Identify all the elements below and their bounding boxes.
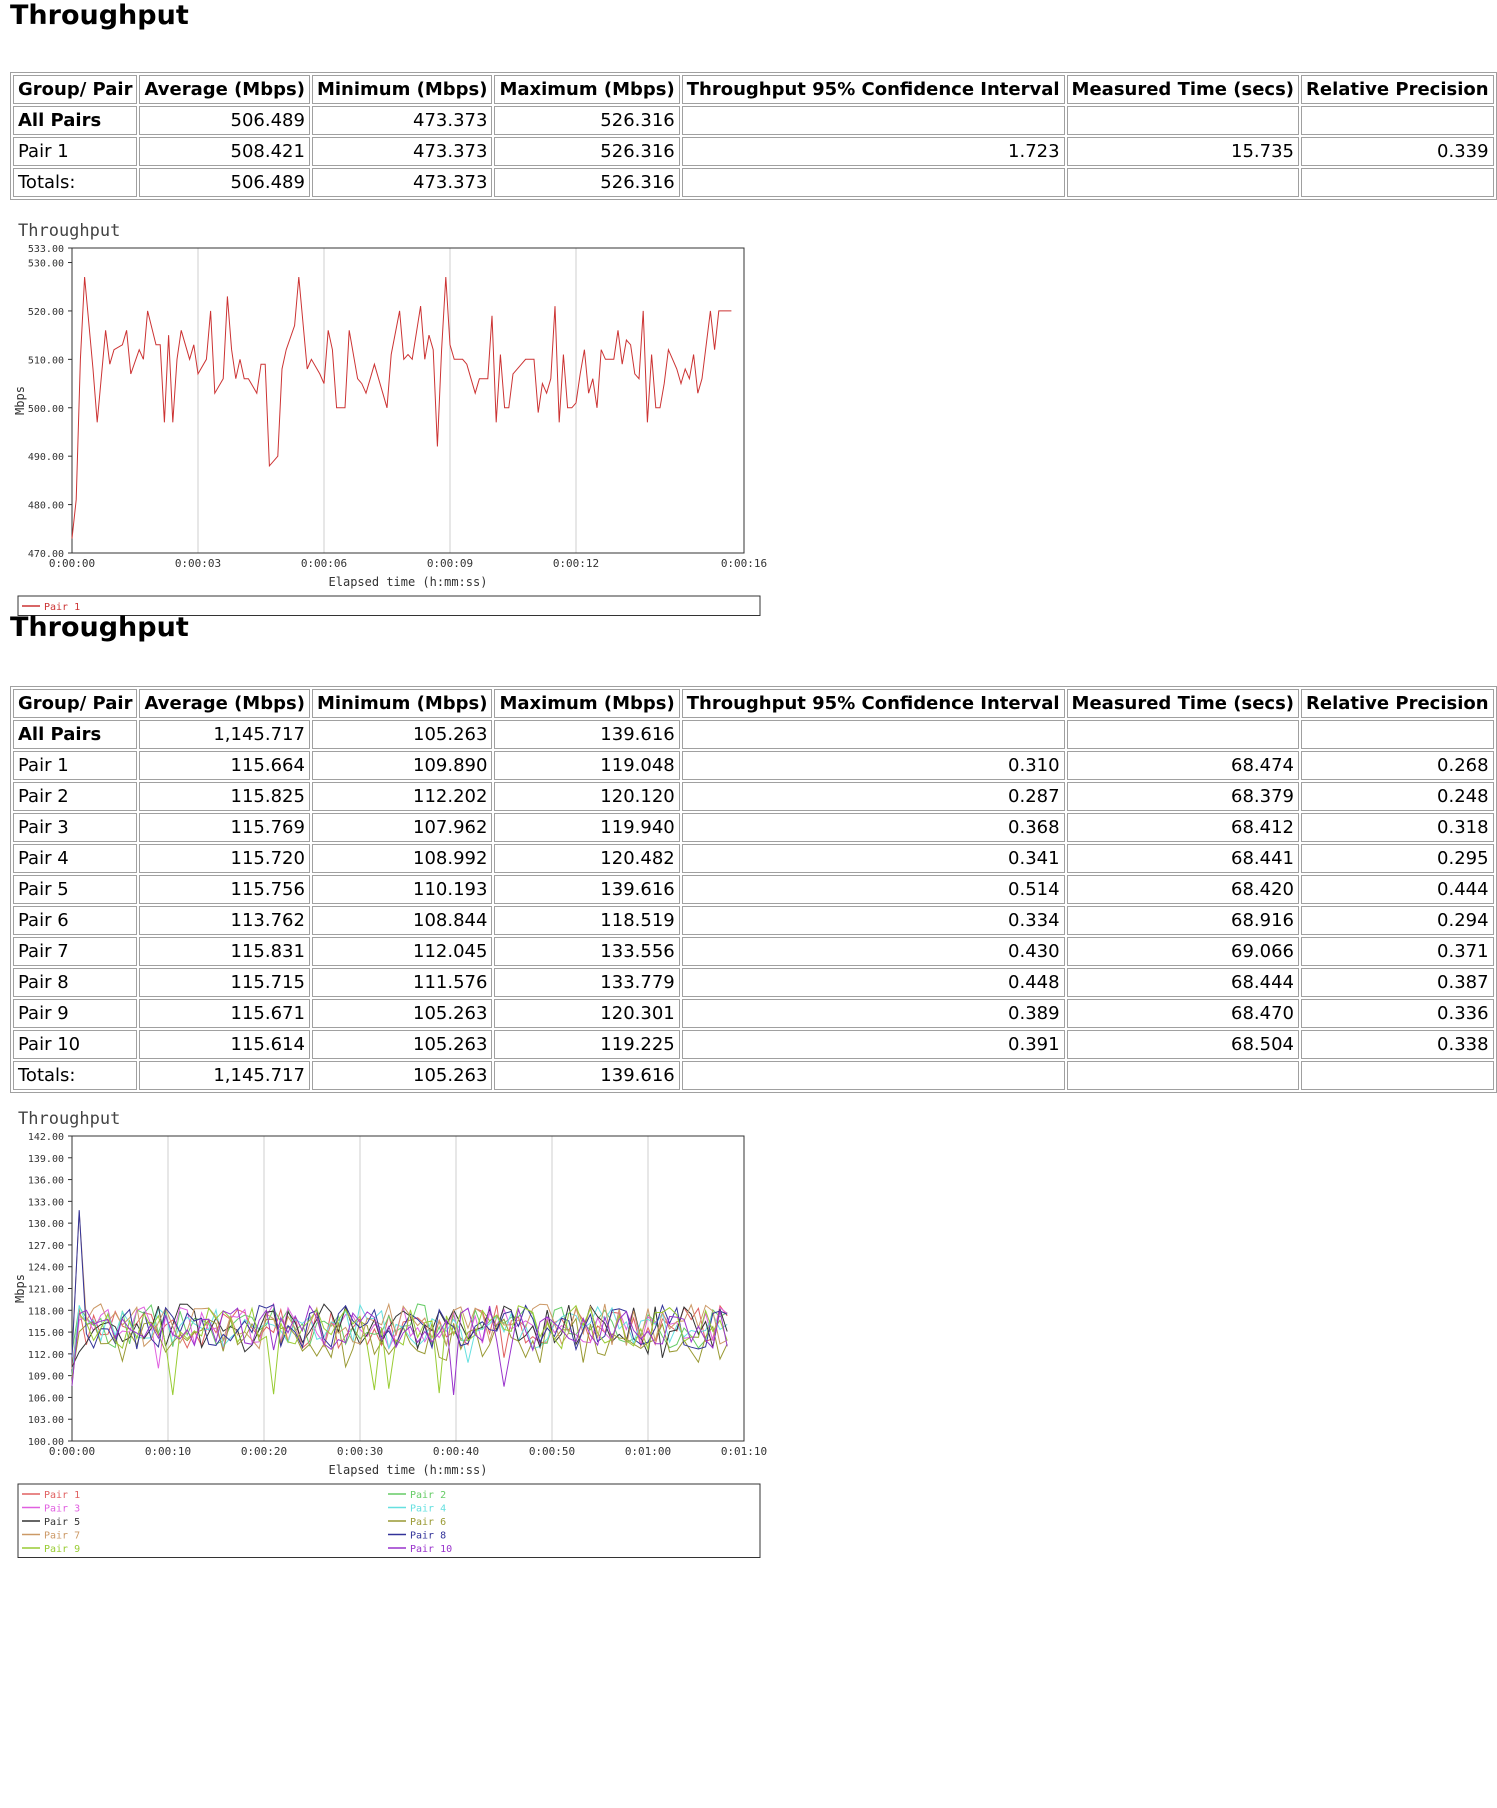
legend-label: Pair 10: [410, 1544, 453, 1555]
table-row: [13, 937, 1494, 966]
x-tick-label: 0:00:06: [300, 557, 348, 570]
table-cell: 0.310: [682, 751, 1065, 780]
table-cell: 0.430: [682, 937, 1065, 966]
table-cell: All Pairs: [13, 720, 137, 749]
table-cell: Pair 9: [13, 999, 137, 1028]
column-header: Minimum (Mbps): [312, 689, 493, 718]
series-line-pair-3: [72, 1304, 727, 1383]
column-header: Measured Time (secs): [1067, 75, 1299, 104]
plot-frame: [72, 248, 744, 553]
table-row: [13, 137, 1494, 166]
x-tick-label: 0:00:12: [552, 557, 600, 570]
table-cell: [1067, 168, 1299, 197]
table-cell: 107.962: [312, 813, 493, 842]
table-cell: 119.940: [494, 813, 679, 842]
table-cell: 68.444: [1067, 968, 1299, 997]
table-cell: [682, 720, 1065, 749]
table-cell: [682, 106, 1065, 135]
legend-label: Pair 7: [44, 1530, 81, 1542]
legend-label: Pair 2: [410, 1490, 447, 1501]
table-cell: 526.316: [494, 168, 679, 197]
table-cell: [1301, 168, 1494, 197]
y-tick-label: 130.00: [27, 1219, 64, 1231]
table-cell: Pair 8: [13, 968, 137, 997]
x-tick-label: 0:00:30: [336, 1445, 384, 1458]
table-row: [13, 782, 1494, 811]
chart-title: Throughput: [18, 1109, 121, 1129]
table-cell: 473.373: [312, 168, 493, 197]
table-cell: 0.444: [1301, 875, 1494, 904]
column-header: Relative Precision: [1301, 689, 1494, 718]
table-cell: 506.489: [139, 106, 309, 135]
table-cell: 526.316: [494, 106, 679, 135]
column-header: Group/ Pair: [13, 75, 137, 104]
table-cell: 120.482: [494, 844, 679, 873]
column-header: Relative Precision: [1301, 75, 1494, 104]
table-cell: 68.420: [1067, 875, 1299, 904]
table-cell: 69.066: [1067, 937, 1299, 966]
table-cell: 115.825: [139, 782, 309, 811]
table-cell: 0.371: [1301, 937, 1494, 966]
table-cell: [682, 168, 1065, 197]
chart-title: Throughput: [18, 221, 121, 241]
table-cell: 68.474: [1067, 751, 1299, 780]
table-row: [13, 844, 1494, 873]
x-tick-label: 0:00:00: [48, 557, 96, 570]
table-cell: 0.287: [682, 782, 1065, 811]
table-cell: 119.048: [494, 751, 679, 780]
table-row: [13, 813, 1494, 842]
y-tick-label: 470.00: [27, 549, 64, 560]
section-title-1: Throughput: [10, 0, 189, 31]
table-cell: 0.336: [1301, 999, 1494, 1028]
y-tick-label: 124.00: [27, 1262, 64, 1274]
table-cell: 0.387: [1301, 968, 1494, 997]
x-tick-label: 0:00:09: [426, 557, 474, 570]
table-cell: 0.391: [682, 1030, 1065, 1059]
y-axis-label: Mbps: [13, 386, 27, 415]
table-cell: 0.295: [1301, 844, 1494, 873]
y-tick-label: 127.00: [27, 1240, 64, 1252]
throughput-chart-2: [10, 1106, 770, 1566]
table-cell: 115.715: [139, 968, 309, 997]
table-cell: 105.263: [312, 1061, 493, 1090]
throughput-table-2: [10, 686, 1497, 1093]
table-cell: 506.489: [139, 168, 309, 197]
table-cell: 111.576: [312, 968, 493, 997]
x-tick-label: 0:00:10: [144, 1445, 192, 1458]
series-line-pair-1: [72, 277, 731, 539]
table-cell: Pair 3: [13, 813, 137, 842]
table-cell: [682, 1061, 1065, 1090]
table-cell: [1067, 1061, 1299, 1090]
plot-frame: [72, 1136, 744, 1441]
table-cell: 68.470: [1067, 999, 1299, 1028]
y-tick-label: 112.00: [27, 1349, 64, 1361]
x-tick-label: 0:01:10: [720, 1445, 768, 1458]
column-header: Measured Time (secs): [1067, 689, 1299, 718]
y-tick-label: 510.00: [27, 355, 64, 367]
table-cell: All Pairs: [13, 106, 137, 135]
table-cell: 0.318: [1301, 813, 1494, 842]
table-cell: 0.268: [1301, 751, 1494, 780]
y-tick-label: 109.00: [27, 1371, 64, 1383]
table-cell: 105.263: [312, 1030, 493, 1059]
column-header: Average (Mbps): [139, 75, 309, 104]
table-cell: 115.720: [139, 844, 309, 873]
y-tick-label: 100.00: [27, 1437, 64, 1448]
table-cell: 526.316: [494, 137, 679, 166]
x-axis-label: Elapsed time (h:mm:ss): [328, 575, 488, 589]
table-cell: [1067, 720, 1299, 749]
x-tick-label: 0:00:20: [240, 1445, 288, 1458]
y-tick-label: 103.00: [27, 1415, 64, 1427]
table-cell: 133.779: [494, 968, 679, 997]
table-cell: 113.762: [139, 906, 309, 935]
table-row: [13, 720, 1494, 749]
table-cell: 68.916: [1067, 906, 1299, 935]
table-cell: 508.421: [139, 137, 309, 166]
table-cell: [1067, 106, 1299, 135]
throughput-table-1: [10, 72, 1497, 200]
y-tick-label: 133.00: [27, 1197, 64, 1209]
table-cell: 115.831: [139, 937, 309, 966]
table-row: [13, 906, 1494, 935]
y-tick-label: 139.00: [27, 1153, 64, 1165]
x-tick-label: 0:00:50: [528, 1445, 576, 1458]
y-tick-label: 490.00: [27, 452, 64, 464]
legend-label: Pair 8: [410, 1530, 447, 1542]
table-cell: 119.225: [494, 1030, 679, 1059]
table-cell: 0.248: [1301, 782, 1494, 811]
table-cell: 0.341: [682, 844, 1065, 873]
legend-label: Pair 5: [44, 1517, 81, 1528]
table-cell: Pair 5: [13, 875, 137, 904]
table-cell: 1,145.717: [139, 1061, 309, 1090]
legend-label: Pair 6: [410, 1517, 447, 1528]
x-tick-label: 0:01:00: [624, 1445, 672, 1458]
y-tick-label: 530.00: [27, 258, 64, 270]
table-row: [13, 968, 1494, 997]
legend-label: Pair 1: [44, 602, 81, 613]
table-cell: 109.890: [312, 751, 493, 780]
y-tick-label: 142.00: [27, 1132, 64, 1143]
y-tick-label: 118.00: [27, 1306, 64, 1318]
table-cell: 0.514: [682, 875, 1065, 904]
y-tick-label: 121.00: [27, 1284, 64, 1296]
table-cell: Totals:: [13, 1061, 137, 1090]
table-header-row: [13, 689, 1494, 718]
column-header: Group/ Pair: [13, 689, 137, 718]
x-tick-label: 0:00:40: [432, 1445, 480, 1458]
table-cell: [1301, 106, 1494, 135]
table-row: [13, 106, 1494, 135]
column-header: Average (Mbps): [139, 689, 309, 718]
table-cell: 473.373: [312, 106, 493, 135]
y-tick-label: 136.00: [27, 1175, 64, 1187]
legend-label: Pair 9: [44, 1544, 81, 1555]
table-row: [13, 875, 1494, 904]
table-cell: 120.301: [494, 999, 679, 1028]
table-cell: 68.379: [1067, 782, 1299, 811]
section-title-2: Throughput: [10, 612, 189, 643]
legend-label: Pair 4: [410, 1503, 447, 1515]
column-header: Throughput 95% Confidence Interval: [682, 75, 1065, 104]
table-cell: Pair 7: [13, 937, 137, 966]
table-cell: 120.120: [494, 782, 679, 811]
x-tick-label: 0:00:03: [174, 557, 222, 570]
table-cell: 115.756: [139, 875, 309, 904]
table-header-row: [13, 75, 1494, 104]
table-row: [13, 1030, 1494, 1059]
table-cell: 139.616: [494, 875, 679, 904]
table-row: [13, 168, 1494, 197]
table-cell: Pair 6: [13, 906, 137, 935]
table-cell: 108.844: [312, 906, 493, 935]
table-cell: 115.769: [139, 813, 309, 842]
column-header: Maximum (Mbps): [494, 75, 679, 104]
table-cell: 139.616: [494, 1061, 679, 1090]
table-cell: 0.338: [1301, 1030, 1494, 1059]
table-cell: 1,145.717: [139, 720, 309, 749]
throughput-chart-1: [10, 218, 770, 613]
table-cell: 115.671: [139, 999, 309, 1028]
table-cell: 0.334: [682, 906, 1065, 935]
column-header: Minimum (Mbps): [312, 75, 493, 104]
table-cell: 68.441: [1067, 844, 1299, 873]
y-tick-label: 480.00: [27, 500, 64, 512]
table-cell: 105.263: [312, 720, 493, 749]
y-tick-label: 533.00: [27, 244, 64, 255]
table-row: [13, 1061, 1494, 1090]
y-axis-label: Mbps: [13, 1274, 27, 1303]
table-cell: 112.045: [312, 937, 493, 966]
table-cell: 0.339: [1301, 137, 1494, 166]
table-cell: Pair 1: [13, 137, 137, 166]
y-tick-label: 115.00: [27, 1328, 64, 1340]
table-cell: 118.519: [494, 906, 679, 935]
table-cell: 115.614: [139, 1030, 309, 1059]
table-cell: Pair 1: [13, 751, 137, 780]
table-cell: 15.735: [1067, 137, 1299, 166]
table-row: [13, 751, 1494, 780]
y-tick-label: 500.00: [27, 403, 64, 415]
column-header: Maximum (Mbps): [494, 689, 679, 718]
column-header: Throughput 95% Confidence Interval: [682, 689, 1065, 718]
table-cell: Pair 4: [13, 844, 137, 873]
table-cell: 112.202: [312, 782, 493, 811]
legend-label: Pair 1: [44, 1490, 81, 1501]
table-row: [13, 999, 1494, 1028]
table-cell: 473.373: [312, 137, 493, 166]
table-cell: 110.193: [312, 875, 493, 904]
y-tick-label: 520.00: [27, 306, 64, 318]
table-cell: 133.556: [494, 937, 679, 966]
table-cell: Totals:: [13, 168, 137, 197]
legend-label: Pair 3: [44, 1503, 81, 1515]
x-axis-label: Elapsed time (h:mm:ss): [328, 1463, 488, 1477]
table-cell: 115.664: [139, 751, 309, 780]
table-cell: Pair 10: [13, 1030, 137, 1059]
table-cell: 0.389: [682, 999, 1065, 1028]
table-cell: 105.263: [312, 999, 493, 1028]
table-cell: 139.616: [494, 720, 679, 749]
x-tick-label: 0:00:00: [48, 1445, 96, 1458]
table-cell: 0.294: [1301, 906, 1494, 935]
table-cell: Pair 2: [13, 782, 137, 811]
table-cell: [1301, 1061, 1494, 1090]
table-cell: 0.448: [682, 968, 1065, 997]
table-cell: 68.504: [1067, 1030, 1299, 1059]
table-cell: 108.992: [312, 844, 493, 873]
table-cell: 1.723: [682, 137, 1065, 166]
x-tick-label: 0:00:16: [720, 557, 768, 570]
table-cell: 0.368: [682, 813, 1065, 842]
table-cell: 68.412: [1067, 813, 1299, 842]
table-cell: [1301, 720, 1494, 749]
y-tick-label: 106.00: [27, 1393, 64, 1405]
